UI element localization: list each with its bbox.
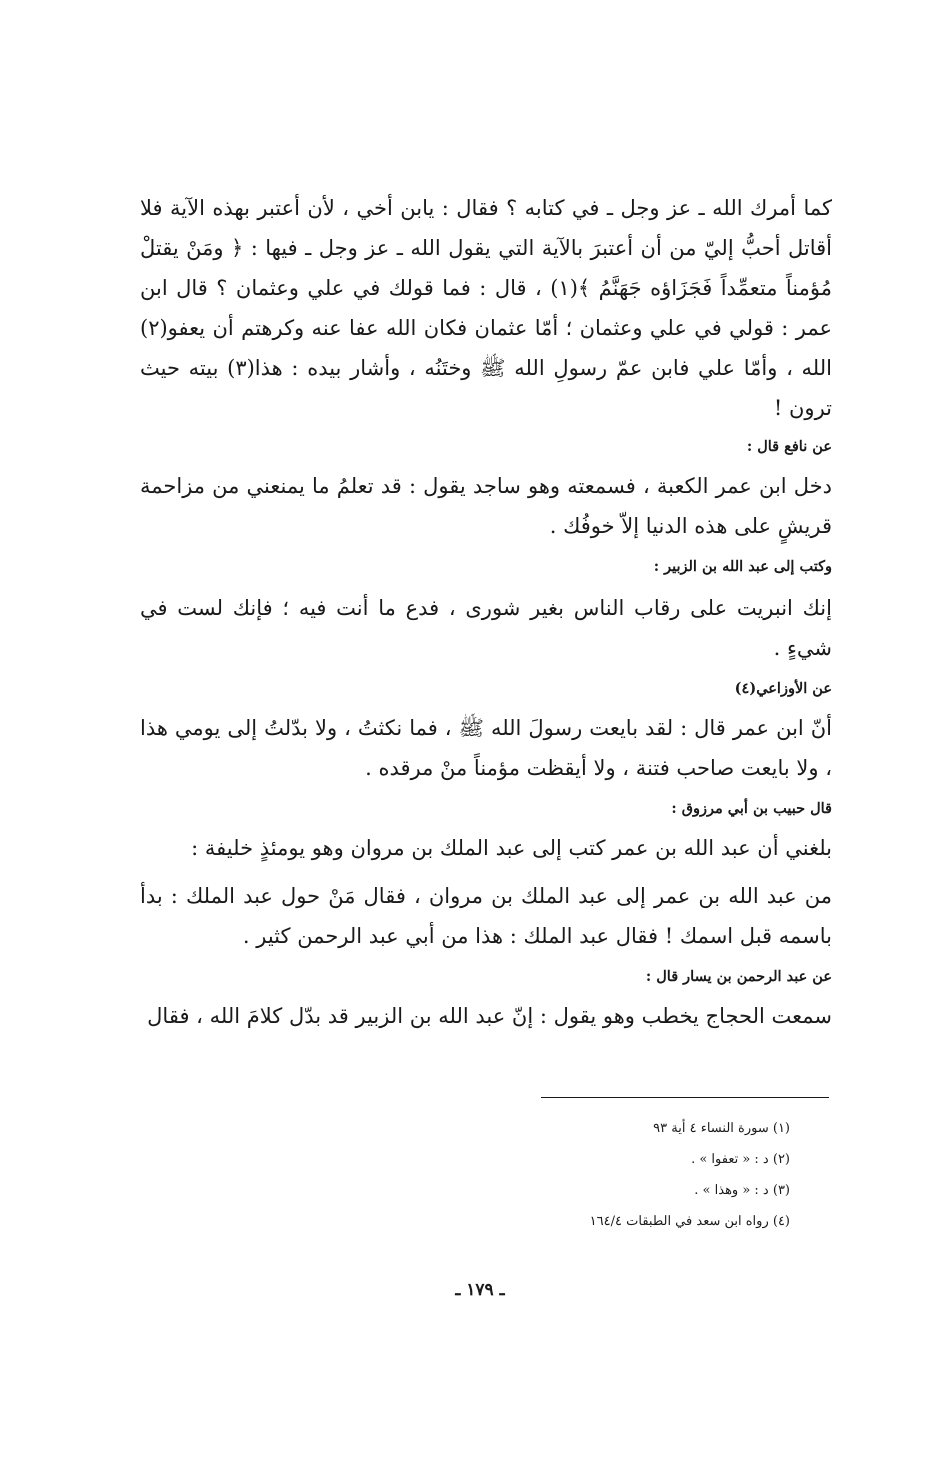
main-text xyxy=(140,188,832,1036)
heading-abd-al-rahman: عن عبد الرحمن بن يسار قال : xyxy=(645,968,832,985)
paragraph-kaaba: دخل ابن عمر الكعبة ، فسمعته وهو ساجد يقول : قد تعلمُ ما يمنعني من مزاحمة قريشٍ على هذه الدنيا إلاّ خوفُك . xyxy=(140,474,832,538)
paragraph-bayah: أنّ ابن عمر قال : لقد بايعت رسولَ الله ﷺ ، فما نكثتُ ، ولا بدّلتُ إلى يومي هذا ، ولا بايعت صاحب فتنة ، ولا أيقظت مؤمناً منْ مرقده . xyxy=(140,716,832,780)
page-number: ـ ١٧٩ ـ xyxy=(455,1280,505,1300)
paragraph-letter-abd-al-malik: بلغني أن عبد الله بن عمر كتب إلى عبد الملك بن مروان وهو يومئذٍ خليفة : xyxy=(191,836,832,860)
heading-letter-ibn-zubayr: وكتب إلى عبد الله بن الزبير : xyxy=(653,558,832,575)
heading-habib: قال حبيب بن أبي مرزوق : xyxy=(671,800,832,817)
heading-awzai: عن الأوزاعي(٤) xyxy=(734,680,832,697)
footnote-1: (١) سورة النساء ٤ أية ٩٣ xyxy=(653,1121,790,1136)
footnote-2: (٢) د : « تعفوا » . xyxy=(691,1152,790,1167)
paragraph-hajjaj: سمعت الحجاج يخطب وهو يقول : إنّ عبد الله بن الزبير قد بدّل كلامَ الله ، فقال xyxy=(147,1004,832,1028)
paragraph-gap xyxy=(140,868,832,876)
heading-nafi: عن نافع قال : xyxy=(746,438,832,455)
footnote-3: (٣) د : « وهذا » . xyxy=(694,1183,790,1198)
footnote-divider xyxy=(541,1097,829,1098)
footnote-4: (٤) رواه ابن سعد في الطبقات ١٦٤/٤ xyxy=(589,1214,790,1229)
paragraph-name-first: من عبد الله بن عمر إلى عبد الملك بن مروان ، فقال مَنْ حول عبد الملك : بدأ باسمه قبل اسمك ! فقال عبد الملك : هذا من أبي عبد الرحمن كثير . xyxy=(140,884,832,948)
footnotes xyxy=(400,1113,790,1237)
paragraph-shura: إنك انبريت على رقاب الناس بغير شورى ، فدع ما أنت فيه ؛ فإنك لست في شيءٍ . xyxy=(140,596,832,660)
paragraph-ali-uthman: كما أمرك الله ـ عز وجل ـ في كتابه ؟ فقال : يابن أخي ، لأن أعتبر بهذه الآية فلا أقاتل أحبُّ إليّ من أن أعتبرَ بالآية التي يقول الله ـ عز وجل ـ فيها : ﴿ ومَنْ يقتلْ مُؤمناً متعمِّداً فَجَزَاؤه جَهَنَّمُ ﴾(١) ، قال : فما قولك في علي وعثمان ؟ قال ابن عمر : قولي في علي وعثمان ؛ أمّا عثمان فكان الله عفا عنه وكرهتم أن يعفو(٢) الله ، وأمّا علي فابن عمّ رسولِ الله ﷺ وختَنُه ، وأشار بيده : هذا(٣) بيته حيث ترون ! xyxy=(140,196,832,420)
